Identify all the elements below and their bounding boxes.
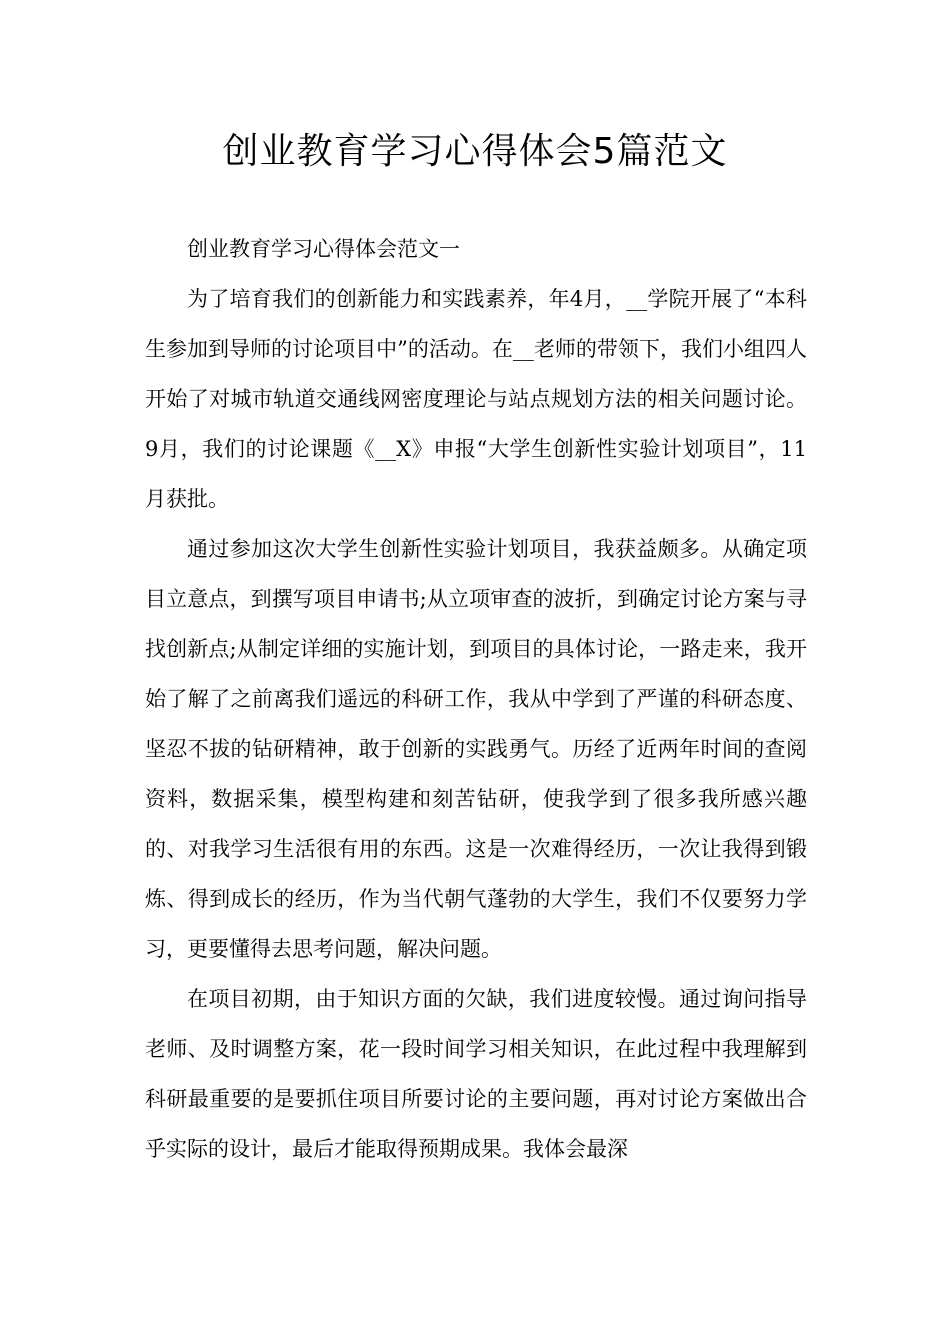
paragraph-1: 为了培育我们的创新能力和实践素养，年4月，__学院开展了“本科生参加到导师的讨论项目中”的活动。在__老师的带领下，我们小组四人开始了对城市轨道交通线网密度理论与站点规划方法的相关问题讨论。9月，我们的讨论课题《__X》申报“大学生创新性实验计划项目”，11月获批。 bbox=[145, 287, 807, 511]
document-body bbox=[145, 224, 807, 1174]
section-heading: 创业教育学习心得体会范文一 bbox=[187, 237, 460, 261]
paragraph-3: 在项目初期，由于知识方面的欠缺，我们进度较慢。通过询问指导老师、及时调整方案，花一段时间学习相关知识，在此过程中我理解到科研最重要的是要抓住项目所要讨论的主要问题，再对讨论方案做出合乎实际的设计，最后才能取得预期成果。我体会最深 bbox=[145, 987, 807, 1161]
document-title: 创业教育学习心得体会5篇范文 bbox=[222, 131, 728, 172]
paragraph-2: 通过参加这次大学生创新性实验计划项目，我获益颇多。从确定项目立意点，到撰写项目申请书;从立项审查的波折，到确定讨论方案与寻找创新点;从制定详细的实施计划，到项目的具体讨论，一路走来，我开始了解了之前离我们遥远的科研工作，我从中学到了严谨的科研态度、坚忍不拔的钻研精神，敢于创新的实践勇气。历经了近两年时间的查阅资料，数据采集，模型构建和刻苦钻研，使我学到了很多我所感兴趣的、对我学习生活很有用的东西。这是一次难得经历，一次让我得到锻炼、得到成长的经历，作为当代朝气蓬勃的大学生，我们不仅要努力学习，更要懂得去思考问题，解决问题。 bbox=[145, 537, 807, 961]
